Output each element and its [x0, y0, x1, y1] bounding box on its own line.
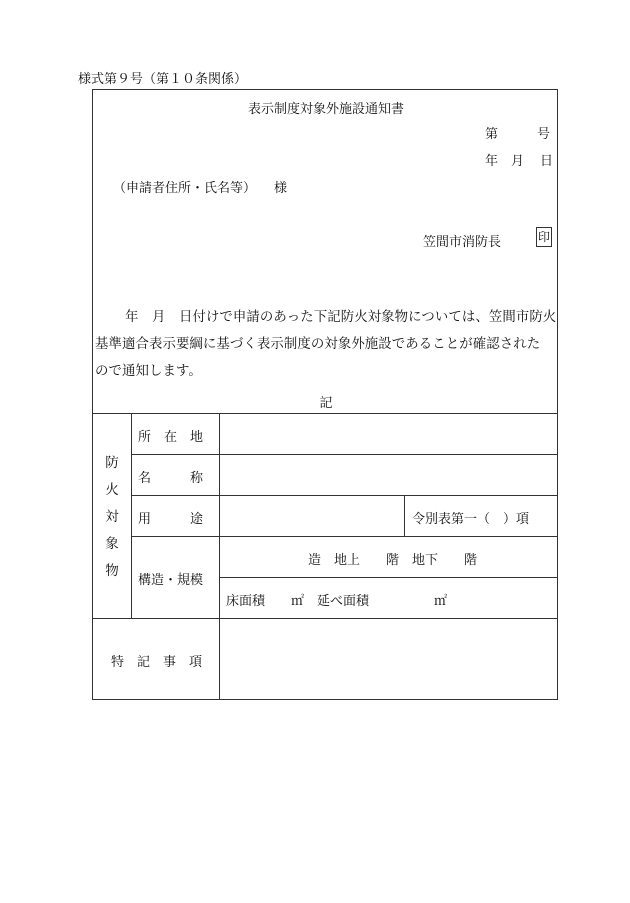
- row-divider: [93, 618, 557, 619]
- col-divider: [219, 413, 220, 699]
- notice-form: [92, 89, 558, 700]
- fire-target-char: 防: [105, 455, 119, 471]
- notice-body: [95, 304, 557, 385]
- row-divider: [219, 577, 557, 578]
- floor-area-line: 床面積 ㎡ 延べ面積 ㎡: [226, 594, 448, 609]
- fire-target-char: 対: [105, 509, 119, 525]
- seal-mark: 印: [536, 227, 552, 247]
- issuer-name: 笠間市消防長: [423, 235, 502, 250]
- date-year: 年: [485, 154, 499, 169]
- row-divider: [131, 454, 557, 455]
- structure-floors: 造 地上 階 地下 階: [308, 553, 478, 568]
- special-notes-label: 特 記 事 項: [111, 655, 203, 670]
- number-go: 号: [537, 127, 551, 142]
- body-line-2: 基準適合表示要綱に基づく表示制度の対象外施設であることが確認された: [95, 337, 541, 352]
- addressee-line: [113, 177, 287, 196]
- use-classification-note: 令別表第一（ ）項: [412, 512, 530, 527]
- structure-label: 構造・規模: [138, 573, 204, 588]
- body-line-1: 年 月 日付けで申請のあった下記防火対象物については、笠間市防火: [125, 310, 557, 325]
- fire-target-label: [93, 450, 131, 585]
- number-dai: 第: [485, 127, 499, 142]
- fire-target-char: 象: [105, 536, 119, 552]
- date-month: 月: [511, 154, 525, 169]
- addressee-label: （申請者住所・氏名等）: [113, 181, 257, 196]
- document-title: 表示制度対象外施設通知書: [247, 102, 404, 117]
- fire-target-char: 火: [105, 482, 119, 498]
- row-divider: [131, 536, 557, 537]
- fire-target-char: 物: [105, 563, 119, 579]
- col-divider: [131, 413, 132, 618]
- name-label: 名 称: [138, 471, 204, 486]
- date-day: 日: [540, 154, 554, 169]
- form-number: 様式第９号（第１０条関係）: [78, 72, 248, 87]
- row-divider: [131, 495, 557, 496]
- table-top-border: [93, 413, 557, 414]
- col-divider: [404, 495, 405, 536]
- location-label: 所 在 地: [138, 430, 204, 445]
- use-label: 用 途: [138, 512, 204, 527]
- ki-heading: 記: [319, 396, 333, 411]
- addressee-honorific: 様: [274, 181, 288, 196]
- body-line-3: ので通知します。: [95, 364, 202, 379]
